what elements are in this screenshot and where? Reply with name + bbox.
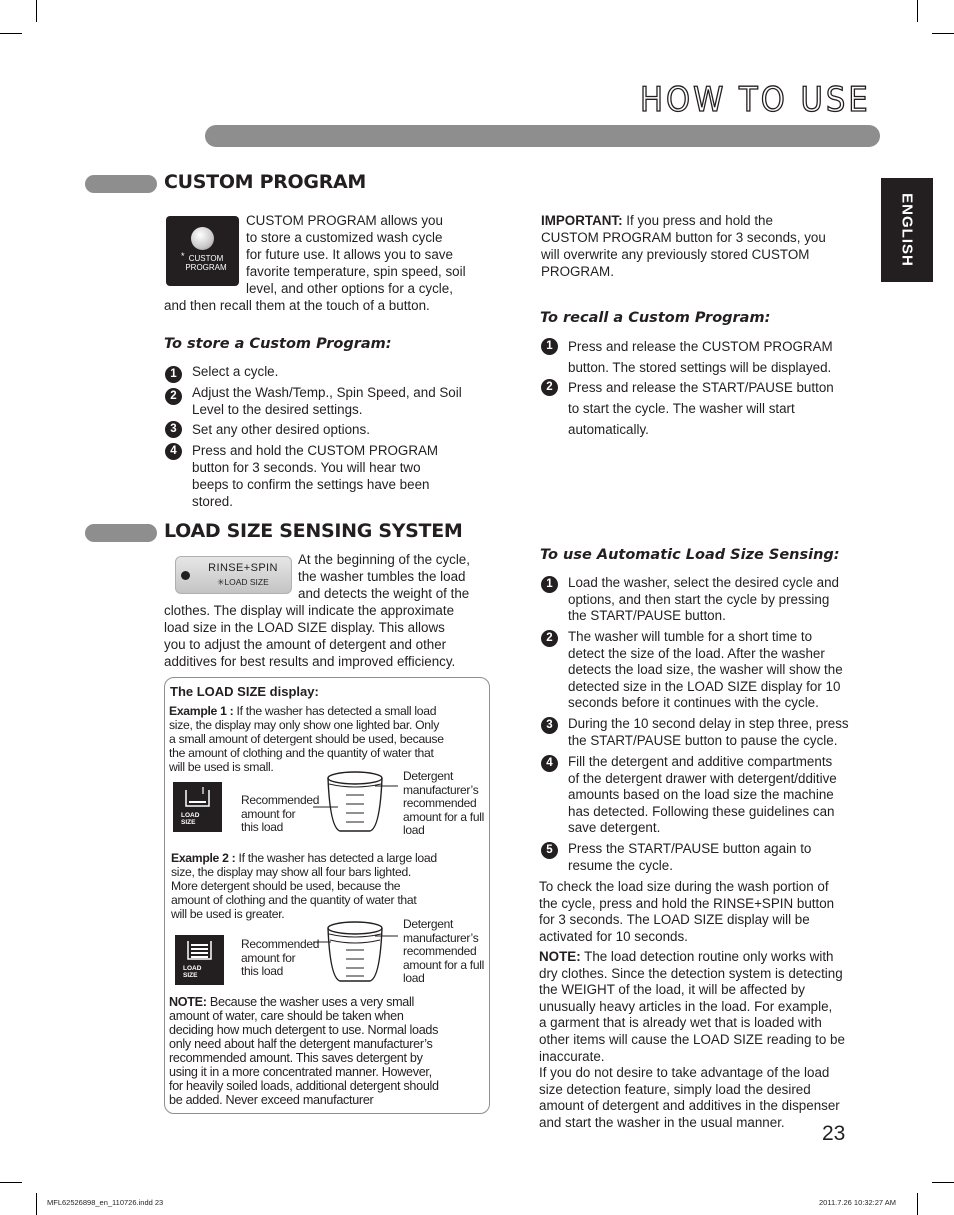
step-number: 4 — [541, 755, 558, 772]
label-line: Detergent — [403, 917, 453, 931]
step-number: 4 — [165, 443, 182, 460]
step-line: button. The stored settings will be displayed. — [568, 360, 832, 375]
important-line: CUSTOM PROGRAM button for 3 seconds, you — [541, 230, 826, 245]
language-tab-label: ENGLISH — [898, 193, 916, 267]
intro-line: the washer tumbles the load — [298, 569, 466, 584]
example-line: the amount of clothing and the quantity of water that — [169, 746, 434, 760]
note-line: deciding how much detergent to use. Normal loads — [169, 1023, 439, 1037]
step-number: 1 — [165, 366, 182, 383]
check-line: the cycle, press and hold the RINSE+SPIN button — [539, 895, 835, 911]
intro-line: and detects the weight of the — [298, 586, 470, 601]
crop-mark — [36, 1193, 37, 1215]
step-number: 1 — [541, 338, 558, 355]
step-line: has detected. Following these guidelines can — [568, 803, 835, 819]
step-line: resume the cycle. — [568, 857, 673, 873]
box-title: The LOAD SIZE display: — [170, 684, 319, 699]
note-line: for heavily soiled loads, additional detergent should — [169, 1079, 439, 1093]
step-line: beeps to confirm the settings have been — [192, 477, 430, 492]
footer-timestamp: 2011.7.26 10:32:27 AM — [819, 1198, 897, 1207]
step-number: 2 — [165, 388, 182, 405]
crop-mark — [36, 0, 37, 22]
detergent-cup-icon — [313, 768, 398, 836]
note-line: only need about half the detergent manufacturer’s — [169, 1037, 433, 1051]
note-line: size detection feature, simply load the desired — [539, 1081, 811, 1097]
step-line: Press and hold the CUSTOM PROGRAM — [192, 443, 439, 458]
example-line: will be used is greater. — [171, 907, 285, 921]
step-line: The washer will tumble for a short time to — [568, 629, 813, 644]
note-line: the WEIGHT of the load, it will be affected by — [539, 982, 805, 998]
important-line: If you press and hold the — [622, 213, 773, 228]
store-step-3 — [192, 421, 497, 438]
example-line: amount of clothing and the quantity of water that — [171, 893, 417, 907]
example-line: size, the display may show all four bars lighted. — [171, 865, 412, 879]
recall-step-1 — [568, 336, 868, 378]
store-step-2 — [192, 384, 497, 418]
important-line: PROGRAM. — [541, 264, 614, 279]
step-line: Adjust the Wash/Temp., Spin Speed, and Soil — [192, 385, 462, 400]
auto-step-5 — [568, 841, 868, 874]
step-line: Load the washer, select the desired cycle and — [568, 575, 839, 590]
step-number: 2 — [541, 379, 558, 396]
note-line: unusually heavy articles in the load. For example, — [539, 998, 833, 1014]
section-pill — [85, 524, 157, 542]
recall-program-title: To recall a Custom Program: — [540, 310, 771, 326]
rinse-spin-label: RINSE+SPIN — [208, 562, 278, 574]
step-line: seconds before it continues with the cycle. — [568, 695, 819, 711]
recall-step-2 — [568, 377, 868, 440]
label-line: recommended — [403, 796, 477, 811]
load-detection-note — [539, 949, 869, 1132]
label-line: recommended — [403, 944, 477, 959]
example-2 — [171, 851, 487, 921]
intro-line: to store a customized wash cycle — [246, 230, 443, 245]
section-pill — [85, 175, 157, 193]
crop-mark — [917, 1193, 918, 1215]
crop-mark — [932, 1182, 954, 1183]
intro-line: additives for best results and improved efficiency. — [164, 654, 456, 669]
example-line: More detergent should be used, because the — [171, 879, 401, 893]
auto-step-4 — [568, 754, 868, 837]
note-line: The load detection routine only works with — [580, 949, 834, 964]
step-line: Level to the desired settings. — [192, 402, 363, 417]
label-line: manufacturer’s — [403, 782, 479, 797]
crop-mark — [932, 33, 954, 34]
step-line: Press and release the START/PAUSE button — [568, 380, 834, 395]
custom-program-intro — [164, 212, 494, 314]
manufacturer-amount-label — [403, 918, 484, 986]
recommended-amount-label — [241, 794, 319, 835]
step-line: During the 10 second delay in step three, press — [568, 716, 849, 731]
note-line: amount of water, care should be taken when — [169, 1009, 404, 1023]
step-line: Select a cycle. — [192, 364, 279, 379]
step-line: Fill the detergent and additive compartments — [568, 754, 833, 769]
step-line: Press and release the CUSTOM PROGRAM — [568, 339, 833, 354]
note-line: a garment that is already wet that is loaded with — [539, 1015, 822, 1031]
crop-mark — [0, 33, 22, 34]
label-line: Detergent — [403, 769, 453, 783]
label-line: manufacturer’s — [403, 930, 479, 945]
label-line: load — [403, 823, 425, 838]
step-line: the START/PAUSE button. — [568, 608, 726, 624]
load-size-display-one-bar — [173, 782, 222, 832]
label-line: amount for a full — [403, 957, 484, 972]
note-line: using it in a more concentrated manner. However, — [169, 1065, 432, 1079]
step-line: options, and then start the cycle by pressing — [568, 591, 830, 607]
crop-mark — [917, 0, 918, 22]
intro-line: you to adjust the amount of detergent and other — [164, 637, 447, 652]
load-size-display-four-bars — [175, 935, 224, 985]
page-header-title: HOW TO USE — [640, 80, 871, 120]
check-line: for 3 seconds. The LOAD SIZE display will be — [539, 912, 810, 928]
intro-line: clothes. The display will indicate the approximate — [164, 603, 455, 618]
step-number: 2 — [541, 630, 558, 647]
crop-mark — [0, 1182, 22, 1183]
label-line: this load — [241, 820, 283, 835]
note-line: Because the washer uses a very small — [206, 995, 414, 1009]
auto-step-2 — [568, 629, 868, 712]
label-line: load — [403, 971, 425, 986]
load-size-intro — [164, 551, 494, 670]
manufacturer-amount-label — [403, 770, 484, 838]
note-line: inaccurate. — [539, 1048, 605, 1064]
check-line: activated for 10 seconds. — [539, 928, 688, 944]
step-line: of the detergent drawer with detergent/dditive — [568, 770, 837, 786]
check-load-size-text — [539, 879, 869, 945]
example-line: If the washer has detected a small load — [233, 704, 437, 718]
intro-line: for future use. It allows you to save — [246, 247, 453, 262]
label-line: this load — [241, 964, 283, 979]
step-line: Set any other desired options. — [192, 422, 370, 437]
detergent-cup-icon — [313, 918, 398, 986]
load-size-title: LOAD SIZE SENSING SYSTEM — [164, 520, 463, 542]
store-program-title: To store a Custom Program: — [164, 336, 392, 352]
example-line: a small amount of detergent should be used, because — [169, 732, 444, 746]
step-line: amounts based on the load size the machine — [568, 787, 834, 803]
step-line: detected size in the LOAD SIZE display for 10 — [568, 678, 841, 694]
example-line: will be used is small. — [169, 760, 274, 774]
important-note — [541, 212, 871, 280]
note-line: If you do not desire to take advantage of the load — [539, 1065, 830, 1081]
label-line: Recommended — [241, 793, 320, 807]
intro-line: favorite temperature, spin speed, soil — [246, 264, 466, 279]
step-line: Press the START/PAUSE button again to — [568, 841, 812, 856]
step-number: 3 — [541, 717, 558, 734]
intro-line: load size in the LOAD SIZE display. This allows — [164, 620, 445, 635]
box-note — [169, 995, 487, 1107]
step-line: detect the size of the load. After the washer — [568, 645, 825, 661]
display-label: LOAD SIZE — [183, 965, 202, 979]
label-line: amount for — [241, 950, 296, 965]
example-2-label: Example 2 : — [171, 851, 236, 865]
footer-file-name: MFL62526898_en_110726.indd 23 — [47, 1198, 164, 1207]
custom-program-title: CUSTOM PROGRAM — [164, 171, 367, 193]
display-label: LOAD SIZE — [181, 812, 200, 826]
page-number: 23 — [822, 1122, 846, 1145]
step-number: 3 — [165, 421, 182, 438]
example-line: size, the display may only show one lighted bar. Only — [169, 718, 439, 732]
step-line: the START/PAUSE button to pause the cycle. — [568, 732, 838, 748]
note-line: dry clothes. Since the detection system is detecting — [539, 965, 843, 981]
recommended-amount-label — [241, 938, 319, 979]
header-bar — [205, 125, 880, 147]
note-line: other items will cause the LOAD SIZE reading to be — [539, 1031, 845, 1047]
store-step-1 — [192, 363, 497, 380]
note-line: recommended amount. This saves detergent by — [169, 1051, 423, 1065]
step-line: to start the cycle. The washer will start — [568, 401, 795, 416]
load-size-button-label: ✳LOAD SIZE — [217, 577, 269, 587]
label-line: amount for — [241, 806, 296, 821]
step-line: automatically. — [568, 422, 649, 437]
custom-program-button-label: CUSTOM PROGRAM — [185, 254, 227, 272]
step-line: detects the load size, the washer will show the — [568, 662, 843, 678]
note-line: be added. Never exceed manufacturer — [169, 1093, 374, 1107]
auto-step-1 — [568, 575, 868, 625]
step-line: stored. — [192, 494, 233, 509]
auto-load-size-title: To use Automatic Load Size Sensing: — [540, 547, 840, 563]
example-line: If the washer has detected a large load — [235, 851, 437, 865]
auto-step-3 — [568, 716, 868, 749]
important-line: will overwrite any previously stored CUSTOM — [541, 247, 810, 262]
step-line: button for 3 seconds. You will hear two — [192, 460, 421, 475]
label-line: amount for a full — [403, 809, 484, 824]
check-line: To check the load size during the wash portion of — [539, 879, 829, 894]
step-line: save detergent. — [568, 820, 661, 836]
note-line: and start the washer in the usual manner. — [539, 1114, 785, 1130]
box-note-label: NOTE: — [169, 995, 207, 1009]
important-label: IMPORTANT: — [541, 213, 623, 228]
store-step-4 — [192, 442, 497, 510]
language-tab — [881, 178, 933, 282]
label-line: Recommended — [241, 937, 320, 951]
step-number: 1 — [541, 576, 558, 593]
note-line: amount of detergent and additives in the dispenser — [539, 1098, 840, 1114]
note-label: NOTE: — [539, 949, 581, 964]
example-1 — [169, 704, 487, 774]
intro-line: level, and other options for a cycle, — [246, 281, 453, 296]
intro-line: CUSTOM PROGRAM allows you — [246, 213, 443, 228]
intro-line: At the beginning of the cycle, — [298, 552, 470, 567]
example-1-label: Example 1 : — [169, 704, 234, 718]
asterisk-icon: * — [181, 251, 185, 261]
intro-line: and then recall them at the touch of a button. — [164, 298, 430, 313]
step-number: 5 — [541, 842, 558, 859]
